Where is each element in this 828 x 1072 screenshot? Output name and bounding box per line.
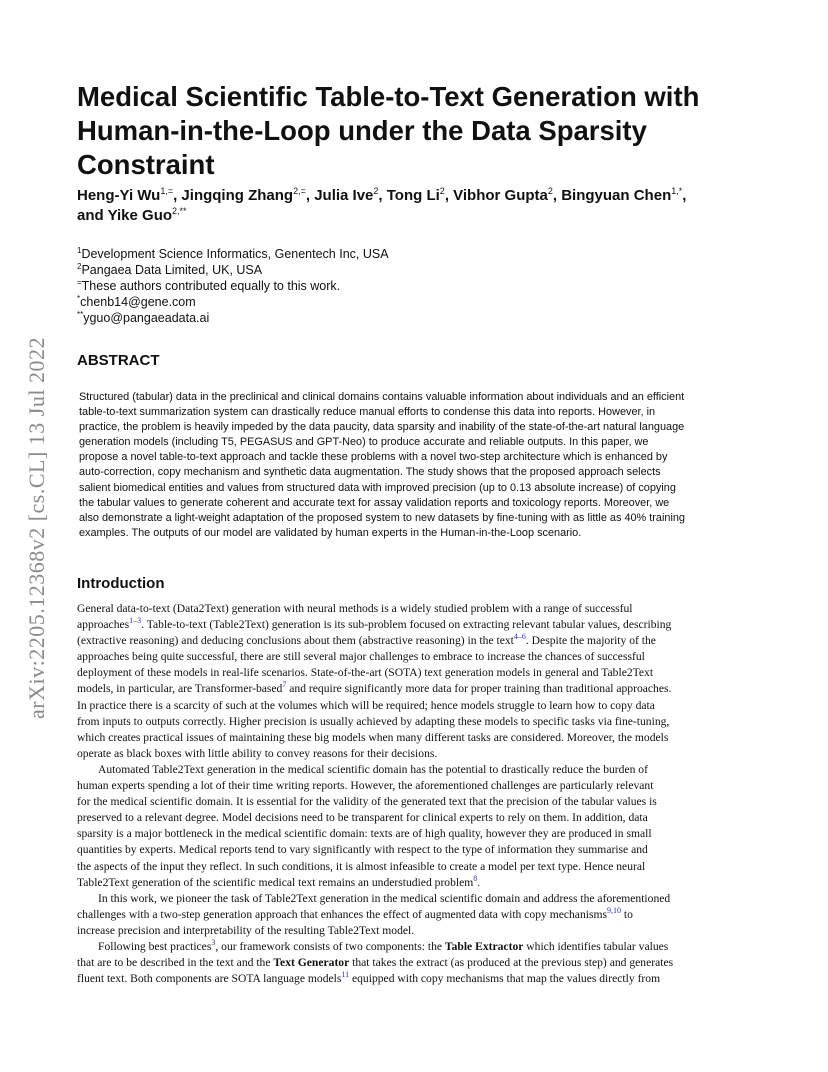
author-name: , Tong Li <box>378 187 440 204</box>
body-line: human experts spending a lot of their time writing reports. However, the aforementioned challenges are particularly relevant <box>77 779 654 793</box>
author-separator: , <box>682 187 687 204</box>
abstract-line: practice, the problem is heavily impeded by the data paucity, data sparsity and inability of the state-of-the-art natural language <box>79 421 685 434</box>
abstract-line: table-to-text summarization system can drastically reduce manual efforts to condense this data into reports. However, in <box>79 406 656 419</box>
author-line-2 <box>77 206 757 226</box>
body-text: models, in particular, are Transformer-based <box>77 682 283 696</box>
body-text: , our framework consists of two components: the <box>215 939 445 953</box>
author-name: Heng-Yi Wu <box>77 187 161 204</box>
arxiv-sidebar <box>26 295 48 760</box>
body-text: fluent text. Both components are SOTA language models <box>77 972 342 986</box>
affiliation-item <box>77 310 757 326</box>
citation-link[interactable]: 7 <box>282 680 287 690</box>
author-affil-mark: 1,* <box>671 186 683 196</box>
title-line-3: Constraint <box>77 149 215 180</box>
body-text: Following best practices <box>98 939 212 953</box>
body-line: which creates practical issues of maintaining these big models when many different tasks are considered. Moreover, the models <box>77 730 669 744</box>
body-line: General data-to-text (Data2Text) generation with neural methods is a widely studied problem with a range of successful <box>77 602 633 615</box>
author-affil-mark: 2,= <box>293 186 306 196</box>
abstract-body <box>79 390 751 541</box>
body-line: the aspects of the input they reflect. In such conditions, it is almost infeasible to create a model per text type. Hence neural <box>77 859 646 873</box>
abstract-line: auto-correction, copy mechanism and synthetic data augmentation. The study shows that the proposed approach selects <box>79 466 661 479</box>
affiliation-item <box>77 278 757 294</box>
affiliation-text: Pangaea Data Limited, UK, USA <box>81 263 263 277</box>
affiliation-item <box>77 294 757 310</box>
author-affil-mark: 2 <box>373 186 379 196</box>
author-affil-mark: 1,= <box>160 186 174 196</box>
affiliations <box>77 246 757 326</box>
abstract-line: generation models (including T5, PEGASUS and GPT-Neo) to produce accurate and reliable outputs. In this paper, we <box>79 436 649 449</box>
body-line: increase precision and interpretability of the resulting Table2Text model. <box>77 923 415 937</box>
author-name: , Vibhor Gupta <box>444 187 548 204</box>
paper-title <box>77 80 757 182</box>
affiliation-mark: = <box>77 278 82 287</box>
body-text: equipped with copy mechanisms that map the values directly from <box>349 972 661 986</box>
citation-link[interactable]: 9,10 <box>607 905 622 915</box>
body-text: . Despite the majority of the <box>525 634 656 648</box>
body-text: that takes the extract (as produced at the previous step) and generates <box>349 956 674 970</box>
author-name: , Bingyuan Chen <box>552 187 672 204</box>
abstract-heading: ABSTRACT <box>77 352 160 369</box>
author-affil-mark: 2 <box>439 186 445 196</box>
body-line <box>77 971 757 987</box>
body-text: approaches <box>77 618 130 632</box>
body-line <box>77 939 757 955</box>
author-affil-mark: 2,** <box>172 206 187 216</box>
affiliation-text: yguo@pangaeadata.ai <box>83 311 210 325</box>
arxiv-identifier: arXiv:2205.12368v2 [cs.CL] 13 Jul 2022 <box>24 336 49 719</box>
body-text: (extractive reasoning) and deducing conclusions about them (abstractive reasoning) in the text <box>77 634 514 648</box>
author-name: and Yike Guo <box>77 207 173 224</box>
body-line: from inputs to outputs correctly. Higher precision is usually achieved by adapting these models to specific tasks via fine-tuning, <box>77 714 670 728</box>
abstract-line: the tabular values to generate coherent and accurate text for assay validation reports and toxicology reports. Moreover, we <box>79 496 670 509</box>
affiliation-item <box>77 246 757 262</box>
body-line: Automated Table2Text generation in the medical scientific domain has the potential to drastically reduce the burden of <box>98 762 648 776</box>
body-text: to <box>621 907 633 921</box>
affiliation-item <box>77 262 757 278</box>
citation-link[interactable]: 11 <box>341 970 350 980</box>
affiliation-text: chenb14@gene.com <box>80 295 196 309</box>
body-line: sparsity is a major bottleneck in the medical scientific domain: texts are of high quality, however they are produced in small <box>77 827 652 841</box>
body-text: . <box>477 875 481 889</box>
title-line-1: Medical Scientific Table-to-Text Generation with <box>77 81 700 112</box>
body-line: for the medical scientific domain. It is essential for the validity of the generated text that the precision of the tabular values is <box>77 795 657 809</box>
author-name: , Julia Ive <box>305 187 374 204</box>
affiliation-mark: * <box>77 294 81 303</box>
body-line: In practice there is a scarcity of such at the volumes which will be required; hence models struggle to learn how to copy data <box>77 698 655 712</box>
body-line <box>77 681 757 697</box>
title-line-2: Human-in-the-Loop under the Data Sparsity <box>77 115 647 146</box>
introduction-heading: Introduction <box>77 575 165 592</box>
body-text: . Table-to-text (Table2Text) generation is its sub-problem focused on extracting relevant tabular values, describing <box>141 618 672 632</box>
body-line <box>77 617 757 633</box>
abstract-line: propose a novel table-to-text approach and tackle these problems with a novel two-step architecture which is enhanced by <box>79 451 668 464</box>
introduction-body <box>77 601 757 987</box>
affiliation-mark: ** <box>77 310 84 319</box>
body-line: deployment of these models in real-life scenarios. State-of-the-art (SOTA) text generation models in general and Table2Text <box>77 666 654 680</box>
body-line: preserved to a relevant degree. Model decisions need to be transparent for clinical experts to rely on them. In addition, data <box>77 811 648 825</box>
body-line <box>77 907 757 923</box>
table-extractor-term: Table Extractor <box>444 939 524 953</box>
author-list <box>77 186 757 226</box>
affiliation-mark: 2 <box>77 262 82 271</box>
body-line: approaches being quite successful, there are still several major challenges to embrace to increase the chances of successful <box>77 650 645 664</box>
citation-link[interactable]: 3 <box>211 937 216 947</box>
citation-link[interactable]: 8 <box>473 873 478 883</box>
body-line <box>77 955 757 971</box>
body-text: and require significantly more data for proper training than traditional approaches. <box>286 682 672 696</box>
body-line: In this work, we pioneer the task of Table2Text generation in the medical scientific domain and address the aforementioned <box>98 891 671 905</box>
affiliation-text: These authors contributed equally to this work. <box>81 279 341 293</box>
author-name: , Jingqing Zhang <box>173 187 294 204</box>
text-generator-term: Text Generator <box>273 956 350 970</box>
affiliation-mark: 1 <box>77 246 82 255</box>
body-text: that are to be described in the text and the <box>77 956 274 970</box>
citation-link[interactable]: 4–6 <box>513 632 526 642</box>
body-text: Table2Text generation of the scientific medical text remains an understudied problem <box>77 875 474 889</box>
body-line: operate as black boxes with little ability to convey reasons for their decisions. <box>77 746 438 760</box>
citation-link[interactable]: 1–3 <box>129 616 142 626</box>
body-line: quantities by experts. Medical reports tend to vary significantly with respect to the type of information they summarise and <box>77 843 648 857</box>
affiliation-text: Development Science Informatics, Genentech Inc, USA <box>81 247 389 261</box>
body-line <box>77 633 757 649</box>
abstract-line: salient biomedical entities and values from structured data with improved precision (up to 0.13 absolute increase) of copying <box>79 481 676 494</box>
body-line <box>77 875 757 891</box>
abstract-line: also demonstrate a light-weight adaptation of the proposed system to new datasets by fine-tuning with as little as 40% training <box>79 511 685 524</box>
abstract-line: Structured (tabular) data in the preclinical and clinical domains contains valuable information about individuals and an efficient <box>79 391 685 403</box>
author-affil-mark: 2 <box>547 186 553 196</box>
author-line-1 <box>77 186 757 206</box>
abstract-line: examples. The outputs of our model are validated by human experts in the Human-in-the-Loop scenario. <box>79 526 582 539</box>
body-text: which identifies tabular values <box>523 939 669 953</box>
body-text: challenges with a two-step generation approach that enhances the effect of augmented data with copy mechanisms <box>77 907 608 921</box>
